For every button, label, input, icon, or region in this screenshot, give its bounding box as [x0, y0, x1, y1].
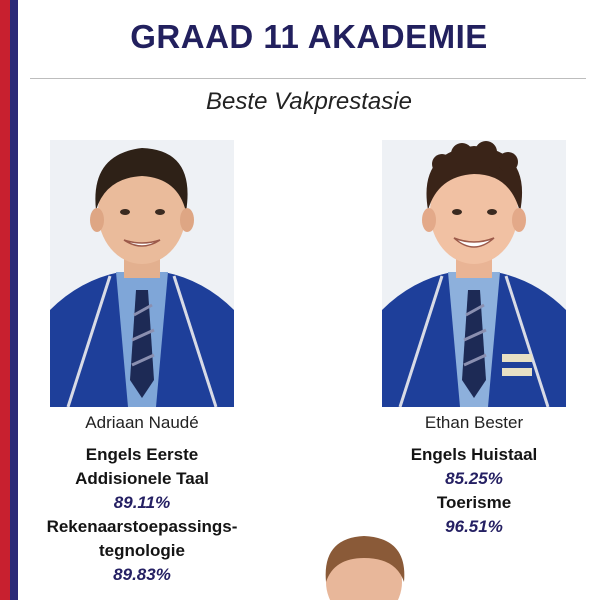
- award-subject-line: Toerisme: [436, 493, 512, 512]
- award-subject-line: Addisionele Taal: [75, 469, 209, 488]
- navy-side-stripe: [10, 0, 18, 600]
- award-percentage: 96.51%: [445, 517, 503, 536]
- award-block: [30, 443, 254, 587]
- student-photo-partial: [312, 536, 416, 600]
- award-subject-line: tegnologie: [99, 541, 185, 560]
- award-subject-line: Engels Huistaal: [410, 445, 538, 464]
- award-percentage: 85.25%: [445, 469, 503, 488]
- award-percentage: 89.83%: [113, 565, 171, 584]
- student-photo-adriaan: [50, 140, 234, 407]
- student-name: Adriaan Naudé: [85, 413, 199, 432]
- award-subject-line: Engels Eerste: [85, 445, 199, 464]
- award-percentage: 89.11%: [113, 493, 171, 512]
- award-block: [364, 443, 584, 539]
- page-title: GRAAD 11 AKADEMIE: [130, 18, 488, 55]
- title-divider: [30, 78, 586, 79]
- student-name: Ethan Bester: [424, 413, 524, 432]
- student-photo-ethan: [382, 140, 566, 407]
- page-subtitle: Beste Vakprestasie: [206, 88, 412, 115]
- red-side-stripe: [0, 0, 10, 600]
- award-subject-line: Rekenaarstoepassings-: [46, 517, 238, 536]
